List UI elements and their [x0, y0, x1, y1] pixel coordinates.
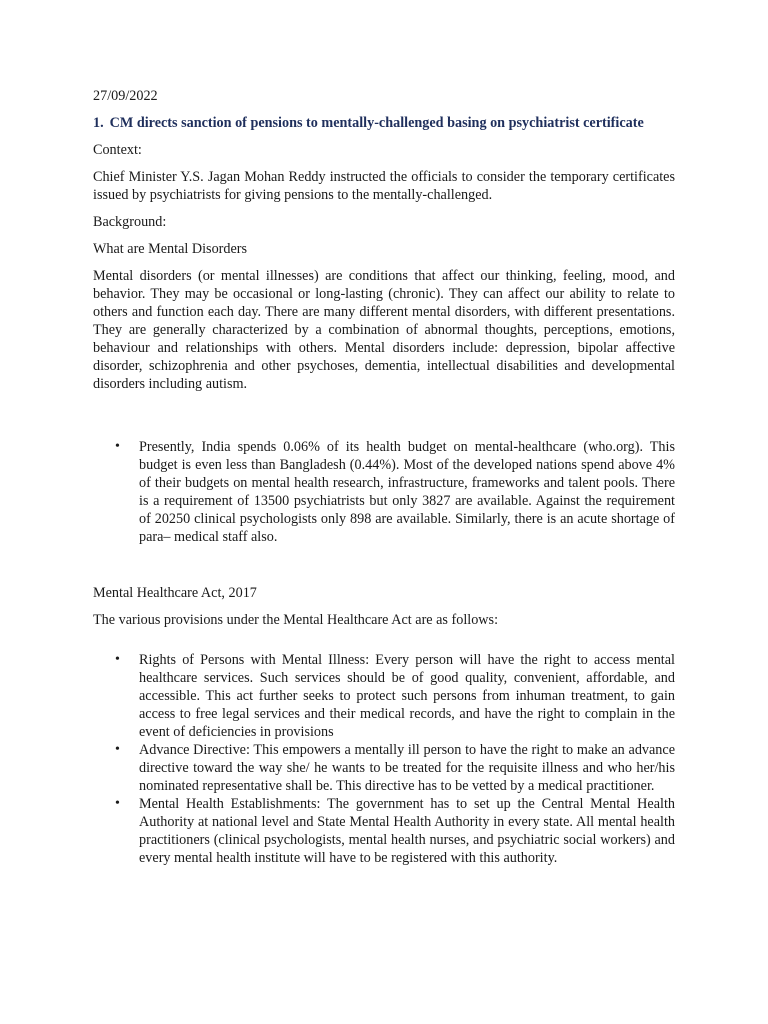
bullet-icon: • [115, 796, 120, 811]
mental-disorders-text: Mental disorders (or mental illnesses) are conditions that affect our thinking, feeling, mood, and behavior. They may be occasional or long-lasting (chronic). They can affect our ability to relate to others and function each day. There are many different mental disorders, with different presentations. They are generally characterized by a combination of abnormal thoughts, perceptions, emotions, behaviour and relationships with others. Mental disorders include: depression, bipolar affective disorder, schizophrenia and other psychoses, dementia, intellectual disabilities and developmental disorders including autism. [93, 268, 675, 392]
document-page [93, 87, 675, 867]
list-item [93, 741, 675, 795]
act-intro: The various provisions under the Mental Healthcare Act are as follows: [93, 612, 499, 628]
provision-text: Advance Directive: This empowers a mentally ill person to have the right to make an advance directive toward the way she/ he wants to be treated for the requisite illness and who her/his nominated representative shall be. This directive has to be vetted by a medical practitioner. [139, 742, 675, 794]
heading-title: CM directs sanction of pensions to mentally-challenged basing on psychiatrist certificate [109, 115, 644, 131]
spacer [93, 402, 675, 438]
budget-bullet-list [93, 438, 675, 546]
list-item [93, 651, 675, 741]
bullet-icon: • [115, 742, 120, 757]
background-label: Background: [93, 214, 167, 230]
document-date: 27/09/2022 [93, 88, 158, 104]
context-text: Chief Minister Y.S. Jagan Mohan Reddy instructed the officials to consider the temporary certificates issued by psychiatrists for giving pensions to the mentally-challenged. [93, 169, 675, 203]
bullet-icon: • [115, 439, 120, 454]
provision-text: Rights of Persons with Mental Illness: Every person will have the right to access mental healthcare services. Such services should be of good quality, convenient, affordable, and accessible. This act further seeks to protect such persons from inhuman treatment, to gain access to free legal services and their medical records, and have the right to complain in the event of deficiencies in provisions [139, 652, 675, 740]
bullet-icon: • [115, 652, 120, 667]
act-title: Mental Healthcare Act, 2017 [93, 585, 257, 601]
budget-bullet-text: Presently, India spends 0.06% of its health budget on mental-healthcare (who.org). This budget is even less than Bangladesh (0.44%). Most of the developed nations spend above 4% of their budgets on mental health research, infrastructure, frameworks and talent pools. There is a requirement of 13500 psychiatrists but only 3827 are available. Against the requirement of 20250 clinical psychologists only 898 are available. Similarly, there is an acute shortage of para– medical staff also. [139, 439, 675, 545]
spacer [93, 638, 675, 651]
provision-text: Mental Health Establishments: The government has to set up the Central Mental Health Authority at national level and State Mental Health Authority in every state. All mental health practitioners (clinical psychologists, mental health nurses, and psychiatric social workers) and every mental health institute will have to be registered with this authority. [139, 796, 675, 866]
spacer [93, 546, 675, 584]
provisions-list [93, 651, 675, 867]
list-item [93, 795, 675, 867]
list-item [93, 438, 675, 546]
mental-disorders-title: What are Mental Disorders [93, 241, 248, 257]
article-heading [93, 114, 675, 132]
context-label: Context: [93, 142, 142, 158]
heading-number: 1. [93, 115, 104, 131]
